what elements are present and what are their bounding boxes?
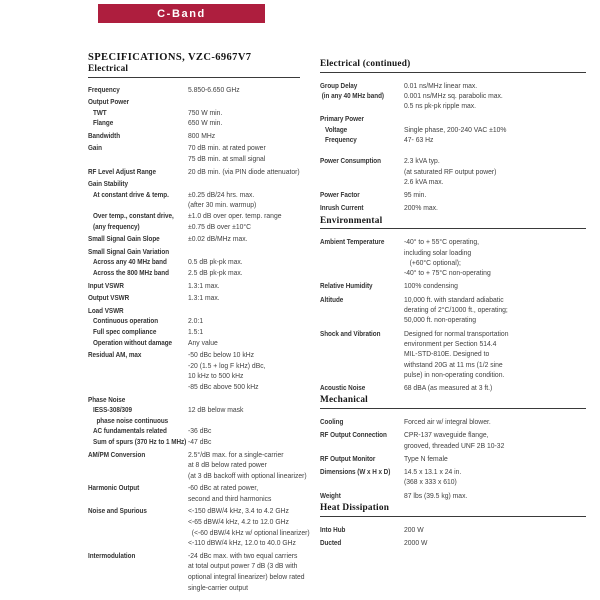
spec-value: Single phase, 200-240 VAC ±10% [404, 124, 507, 134]
spec-value: -40° to + 55°C operating, including solar loading (+60°C optional); -40° to + 75°C non-operating [404, 237, 491, 278]
spec-label: Phase Noise [88, 394, 126, 404]
section-heading: Electrical (continued) [320, 59, 586, 73]
spec-row [88, 426, 300, 437]
spec-label: At constant drive & temp. [93, 189, 169, 199]
spec-row [88, 131, 300, 142]
spec-row [320, 281, 586, 291]
section-heading: Environmental [320, 216, 586, 230]
spec-row [88, 350, 300, 392]
spec-label: RF Output Monitor [320, 453, 376, 463]
spec-row [320, 454, 586, 464]
spec-row [320, 417, 586, 427]
spec-row [320, 81, 586, 112]
spec-label: Power Factor [320, 190, 360, 200]
spec-value: Type N female [404, 453, 448, 463]
spec-row [88, 437, 300, 448]
spec-value: 1.5:1 [188, 326, 204, 336]
section-heading: Electrical [88, 64, 300, 78]
spec-value: -36 dBc [188, 426, 212, 436]
spec-row [88, 108, 300, 119]
spec-label: Small Signal Gain Variation [88, 246, 170, 256]
spec-row [320, 125, 586, 135]
spec-section [88, 64, 310, 593]
spec-value: 20 dB min. (via PIN diode attenuator) [188, 166, 300, 176]
spec-label: Noise and Spurious [88, 506, 147, 516]
spec-value: 87 lbs (39.5 kg) max. [404, 490, 468, 500]
spec-value: 12 dB below mask [188, 405, 244, 415]
spec-label: Group Delay (in any 40 MHz band) [320, 80, 384, 100]
spec-row [88, 118, 300, 129]
spec-row [320, 156, 586, 187]
spec-value: 70 dB min. at rated power 75 dB min. at small signal [188, 143, 266, 164]
spec-section [320, 59, 586, 214]
spec-row [88, 395, 300, 406]
spec-label: Gain Stability [88, 179, 128, 189]
spec-row [88, 483, 300, 504]
spec-label: IESS-308/309 phase noise continuous [93, 405, 169, 425]
spec-label: Harmonic Output [88, 483, 140, 493]
spec-label: Residual AM, max [88, 350, 142, 360]
spec-value: 0.5 dB pk-pk max. [188, 257, 243, 267]
spec-row [320, 190, 586, 200]
spec-value: 14.5 x 13.1 x 24 in. (368 x 333 x 610) [404, 467, 462, 487]
spec-value: 2.5 dB pk-pk max. [188, 268, 243, 277]
spec-row [320, 237, 586, 278]
spec-label: Weight [320, 490, 341, 500]
spec-value: 95 min. [404, 190, 427, 200]
spec-value: 750 W min. [188, 107, 223, 117]
spec-row [88, 143, 300, 164]
spec-value: 2.5°/dB max. for a single-carrier at 8 dB below rated power (at 3 dB backoff with optional linearizer) [188, 449, 307, 480]
spec-row [88, 97, 300, 108]
spec-section [320, 216, 586, 394]
spec-value: Any value [188, 337, 218, 347]
spec-label: Relative Humidity [320, 281, 373, 291]
spec-value: 200% max. [404, 203, 438, 213]
spec-row [320, 538, 586, 548]
spec-label: Frequency [325, 134, 357, 144]
spec-value: ±0.25 dB/24 hrs. max. (after 30 min. warmup) [188, 189, 257, 210]
spec-row [88, 190, 300, 211]
spec-row [320, 525, 586, 535]
spec-row [88, 281, 300, 292]
spec-row [88, 405, 300, 426]
spec-label: Primary Power [320, 114, 364, 124]
spec-label: Frequency [88, 84, 120, 94]
spec-label: Small Signal Gain Slope [88, 234, 160, 244]
spec-row [88, 247, 300, 258]
spec-value: 10,000 ft. with standard adiabatic derating of 2°C/1000 ft., operating; 50,000 ft. non-operating [404, 294, 508, 325]
spec-value: ±0.02 dB/MHz max. [188, 234, 248, 244]
spec-row [88, 85, 300, 96]
spec-value: -24 dBc max. with two equal carriers at total output power 7 dB (3 dB with optional integral linearizer) below rated single-carrier output [188, 550, 305, 592]
spec-row [88, 316, 300, 327]
spec-label: AC fundamentals related [93, 426, 167, 436]
spec-row [88, 306, 300, 317]
spec-label: Output Power [88, 97, 130, 107]
spec-value: -60 dBc at rated power, second and third harmonics [188, 483, 272, 503]
spec-label: Over temp., constant drive, (any frequency) [93, 211, 174, 231]
spec-row [88, 211, 300, 232]
spec-label: Dimensions (W x H x D) [320, 467, 391, 477]
spec-value: 2.3 kVA typ. (at saturated RF output power) 2.6 kVA max. [404, 156, 497, 186]
spec-label: Acoustic Noise [320, 383, 366, 393]
spec-section [320, 503, 586, 548]
spec-label: Power Consumption [320, 156, 381, 166]
spec-value: 800 MHz [188, 130, 216, 140]
spec-label: RF Output Connection [320, 430, 387, 440]
spec-label: Load VSWR [88, 305, 124, 315]
band-banner [98, 4, 265, 23]
spec-value: 100% condensing [404, 281, 458, 291]
spec-value: 1.3:1 max. [188, 293, 220, 303]
spec-value: <-150 dBW/4 kHz, 3.4 to 4.2 GHz <-65 dBW/4 kHz, 4.2 to 12.0 GHz (<-60 dBW/4 kHz w/ optional linearizer) <-110 dBW/4 kHz, 12.0 to 40.0 GHz [188, 506, 310, 548]
spec-row [88, 506, 310, 548]
spec-row [88, 179, 300, 190]
section-heading: Heat Dissipation [320, 503, 586, 517]
spec-label: Gain [88, 143, 102, 153]
spec-row [320, 114, 586, 124]
spec-label: Ducted [320, 537, 342, 547]
spec-row [88, 293, 300, 304]
spec-label: Sum of spurs (370 Hz to 1 MHz) [93, 436, 187, 446]
spec-label: Output VSWR [88, 293, 130, 303]
spec-row [320, 491, 586, 501]
spec-label: AM/PM Conversion [88, 449, 146, 459]
spec-value: 200 W [404, 524, 424, 534]
spec-row [88, 550, 305, 593]
page-title: SPECIFICATIONS, VZC-6967V7 [88, 52, 252, 63]
spec-row [88, 167, 300, 178]
spec-label: Bandwidth [88, 130, 121, 140]
spec-label: Cooling [320, 416, 344, 426]
spec-row [320, 467, 586, 488]
spec-value: 0.01 ns/MHz linear max. 0.001 ns/MHz sq. parabolic max. 0.5 ns pk-pk ripple max. [404, 80, 503, 111]
spec-column-right [320, 59, 586, 548]
spec-row [320, 295, 586, 326]
spec-value: 68 dBA (as measured at 3 ft.) [404, 383, 493, 393]
spec-value: 1.3:1 max. [188, 280, 220, 290]
spec-label: Full spec compliance [93, 326, 157, 336]
spec-value: -50 dBc below 10 kHz -20 (1.5 + log F kHz) dBc, 10 kHz to 500 kHz -85 dBc above 500 kHz [188, 350, 266, 391]
spec-label: Intermodulation [88, 550, 136, 560]
spec-value: 5.850-6.650 GHz [188, 84, 240, 94]
spec-value: Designed for normal transportation environment per Section 514.4 MIL-STD-810E. Designed to withstand 20G at 11 ms (1/2 sine pulse) in non-operating condition. [404, 328, 509, 379]
spec-label: Flange [93, 118, 114, 128]
spec-column-left [88, 64, 310, 593]
spec-section [320, 395, 586, 501]
spec-label: TWT [93, 107, 107, 117]
spec-value: 47- 63 Hz [404, 134, 434, 144]
spec-label: Shock and Vibration [320, 328, 381, 338]
spec-value: ±1.0 dB over oper. temp. range ±0.75 dB over ±10°C [188, 211, 282, 231]
spec-label: Across the 800 MHz band [93, 268, 169, 277]
spec-label: Into Hub [320, 524, 346, 534]
spec-label: RF Level Adjust Range [88, 166, 156, 176]
spec-row [320, 329, 586, 380]
spec-row [88, 268, 300, 279]
spec-label: Input VSWR [88, 280, 124, 290]
spec-row [88, 257, 300, 268]
spec-label: Inrush Current [320, 203, 364, 213]
spec-value: 2000 W [404, 537, 428, 547]
spec-row [320, 383, 586, 393]
spec-label: Across any 40 MHz band [93, 257, 167, 267]
spec-value: Forced air w/ integral blower. [404, 416, 491, 426]
spec-label: Voltage [325, 124, 348, 134]
spec-value: 650 W min. [188, 118, 223, 128]
spec-row [320, 430, 586, 451]
spec-value: CPR-137 waveguide flange, grooved, threaded UNF 2B 10-32 [404, 430, 505, 450]
spec-row [320, 203, 586, 213]
spec-row [320, 135, 586, 145]
spec-row [88, 449, 307, 482]
spec-value: -47 dBc [188, 436, 212, 446]
spec-label: Operation without damage [93, 337, 173, 347]
spec-label: Ambient Temperature [320, 237, 385, 247]
spec-value: 2.0:1 [188, 316, 204, 326]
section-heading: Mechanical [320, 395, 586, 409]
spec-label: Continuous operation [93, 316, 159, 326]
spec-label: Altitude [320, 294, 344, 304]
band-banner-label: C-Band [157, 7, 206, 20]
spec-row [88, 327, 300, 338]
spec-row [88, 338, 300, 349]
spec-row [88, 234, 300, 245]
